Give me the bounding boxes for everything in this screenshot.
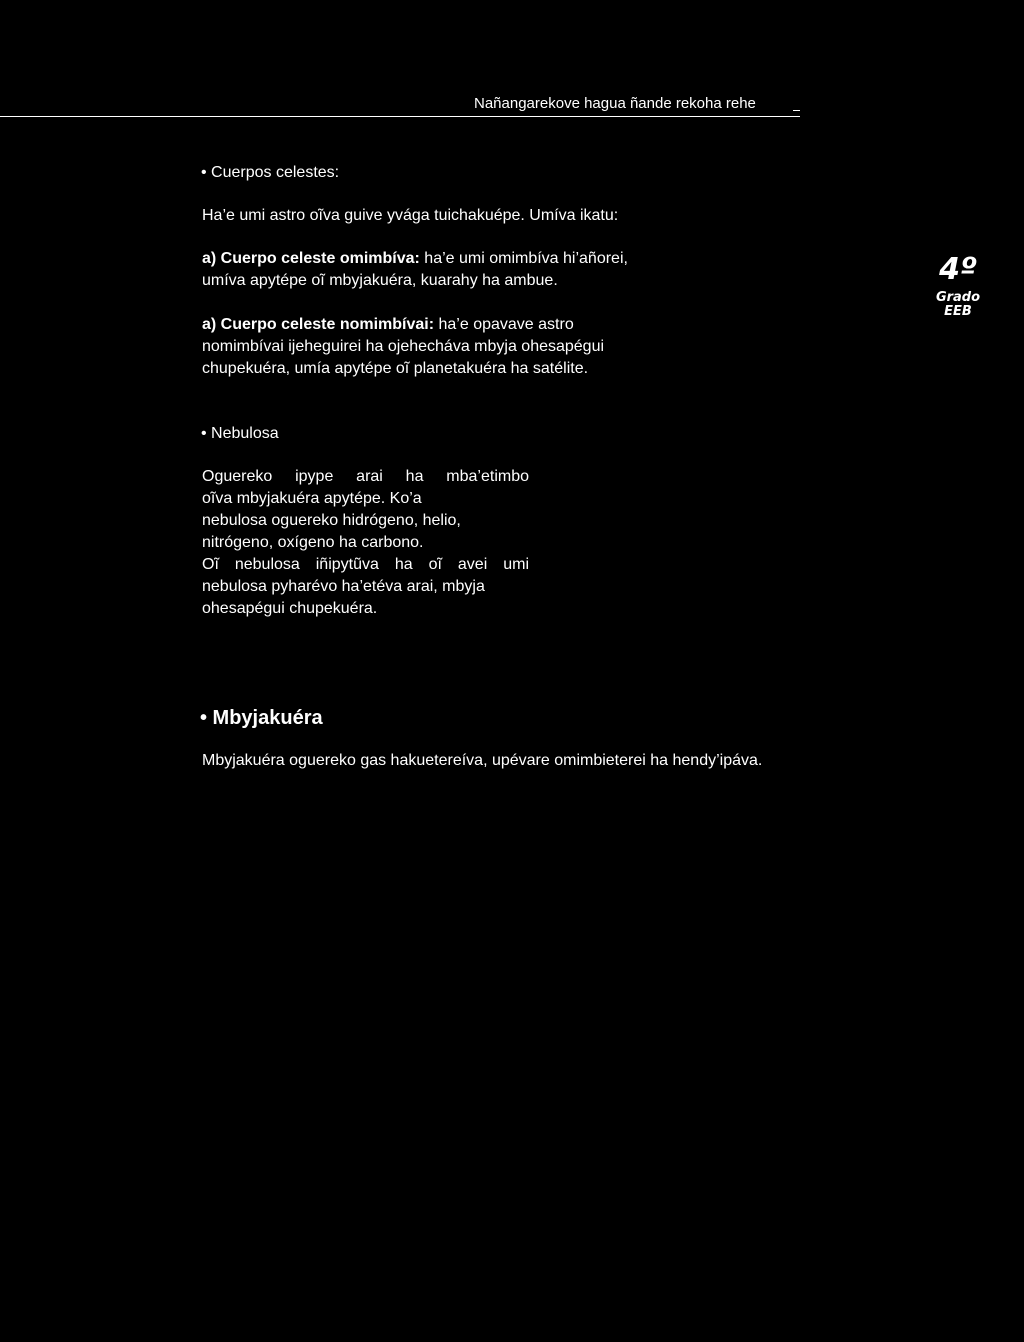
header-rule-tick	[793, 110, 800, 111]
cuerpos-heading: • Cuerpos celestes:	[201, 164, 340, 181]
nebulosa-paragraph	[202, 466, 529, 620]
item-omimbiva-line-2: umíva apytépe oĩ mbyjakuéra, kuarahy ha ambue.	[202, 272, 558, 289]
nebulosa-line-5	[202, 554, 529, 576]
nebulosa-line-7: ohesapégui chupekuéra.	[202, 600, 378, 617]
mbyjakuera-paragraph	[202, 750, 762, 772]
mbyjakuera-text: Mbyjakuéra oguereko gas hakuetereíva, upévare omimbieterei ha hendy’ipáva.	[202, 752, 763, 769]
header-title: Nañangarekove hagua ñande rekoha rehe	[474, 95, 756, 112]
nebulosa-heading: • Nebulosa	[201, 425, 279, 442]
item-omimbiva-line-1	[202, 248, 628, 270]
nebulosa-line-1	[202, 466, 529, 488]
cuerpos-intro-line: Ha’e umi astro oĩva guive yvága tuichakuépe. Umíva ikatu:	[202, 207, 619, 224]
cuerpos-item-nomimbivai	[202, 314, 604, 380]
grade-level: EEB	[944, 304, 972, 319]
item-nomimbivai-text: ha’e opavave astro	[434, 316, 574, 333]
nebulosa-line-4: nitrógeno, oxígeno ha carbono.	[202, 534, 424, 551]
nebulosa-line-6: nebulosa pyharévo ha’etéva arai, mbyja	[202, 578, 485, 595]
item-nomimbivai-line-3: chupekuéra, umía apytépe oĩ planetakuéra ha satélite.	[202, 360, 589, 377]
grade-badge	[932, 253, 984, 319]
mbyjakuera-heading: • Mbyjakuéra	[200, 707, 323, 729]
nebulosa-line-text: Oguereko ipype arai ha mba’etimbo	[202, 468, 529, 485]
item-nomimbivai-label: a) Cuerpo celeste nomimbívai:	[202, 316, 435, 333]
nebulosa-line-3: nebulosa oguereko hidrógeno, helio,	[202, 512, 461, 529]
cuerpos-item-omimbiva	[202, 248, 628, 292]
nebulosa-line-2: oĩva mbyjakuéra apytépe. Ko’a	[202, 490, 422, 507]
nebulosa-line-text: Oĩ nebulosa iñipytũva ha oĩ avei umi	[202, 556, 529, 573]
header-rule	[0, 116, 800, 117]
item-omimbiva-label: a) Cuerpo celeste omimbíva:	[202, 250, 420, 267]
grade-number: 4º	[939, 252, 977, 287]
item-nomimbivai-line-1	[202, 314, 604, 336]
cuerpos-intro	[202, 205, 618, 227]
grade-label: Grado	[935, 290, 981, 305]
item-nomimbivai-line-2: nomimbívai ijeheguirei ha ojehecháva mbyja ohesapégui	[202, 338, 605, 355]
item-omimbiva-text: ha’e umi omimbíva hi’añorei,	[419, 250, 628, 267]
